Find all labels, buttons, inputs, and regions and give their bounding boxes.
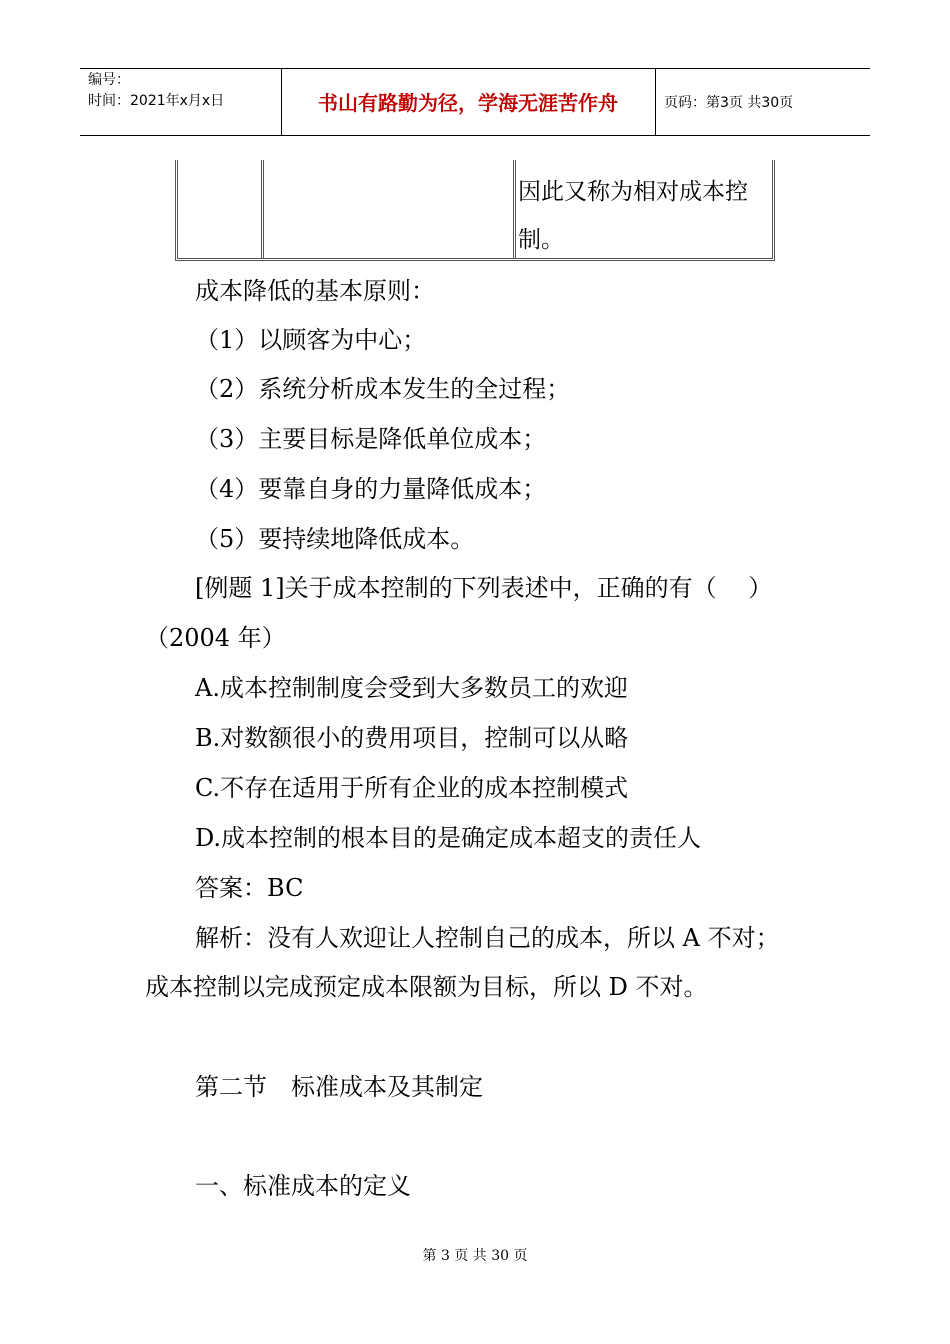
- option-c: C.不存在适用于所有企业的成本控制模式: [195, 774, 629, 802]
- option-d: D.成本控制的根本目的是确定成本超支的责任人: [195, 824, 702, 852]
- table-cell-line: 制。: [518, 227, 564, 253]
- header-bottom-rule: [80, 135, 870, 136]
- header-motto: 书山有路勤为径，学海无涯苦作舟: [318, 91, 618, 115]
- example-year: （2004 年）: [145, 624, 286, 652]
- table-fragment: [175, 160, 775, 261]
- table-column-divider: [513, 160, 516, 258]
- answer: 答案：BC: [195, 874, 304, 902]
- analysis-line: 成本控制以完成预定成本限额为目标，所以 D 不对。: [145, 973, 708, 1001]
- principle-item: （5）要持续地降低成本。: [195, 525, 475, 553]
- footer-page-number: 第 3 页 共 30 页: [422, 1248, 528, 1264]
- analysis-line: 解析：没有人欢迎让人控制自己的成本，所以 A 不对；: [195, 924, 780, 952]
- header-top-rule: [80, 68, 870, 69]
- principle-item: （2）系统分析成本发生的全过程；: [195, 375, 571, 403]
- table-cell-line: 因此又称为相对成本控: [518, 179, 748, 205]
- serial-label: 编号：: [88, 72, 130, 88]
- principles-heading: 成本降低的基本原则：: [195, 277, 435, 305]
- table-cell: [518, 168, 776, 264]
- option-b: B.对数额很小的费用项目，控制可以从略: [195, 724, 629, 752]
- time-label: 时间：2021年x月x日: [88, 93, 225, 109]
- principle-item: （4）要靠自身的力量降低成本；: [195, 475, 547, 503]
- principle-item: （3）主要目标是降低单位成本；: [195, 425, 547, 453]
- header-meta: [88, 70, 278, 112]
- subsection-title: 一、标准成本的定义: [195, 1172, 411, 1200]
- header-page-label: 页码：第3页 共30页: [664, 95, 794, 111]
- header-divider: [655, 68, 656, 136]
- table-column-divider: [261, 160, 264, 258]
- option-a: A.成本控制制度会受到大多数员工的欢迎: [195, 674, 628, 702]
- example-question: [例题 1]关于成本控制的下列表述中，正确的有（ ）: [195, 574, 773, 602]
- principle-item: （1）以顾客为中心；: [195, 326, 427, 354]
- section-title: 第二节 标准成本及其制定: [195, 1073, 483, 1101]
